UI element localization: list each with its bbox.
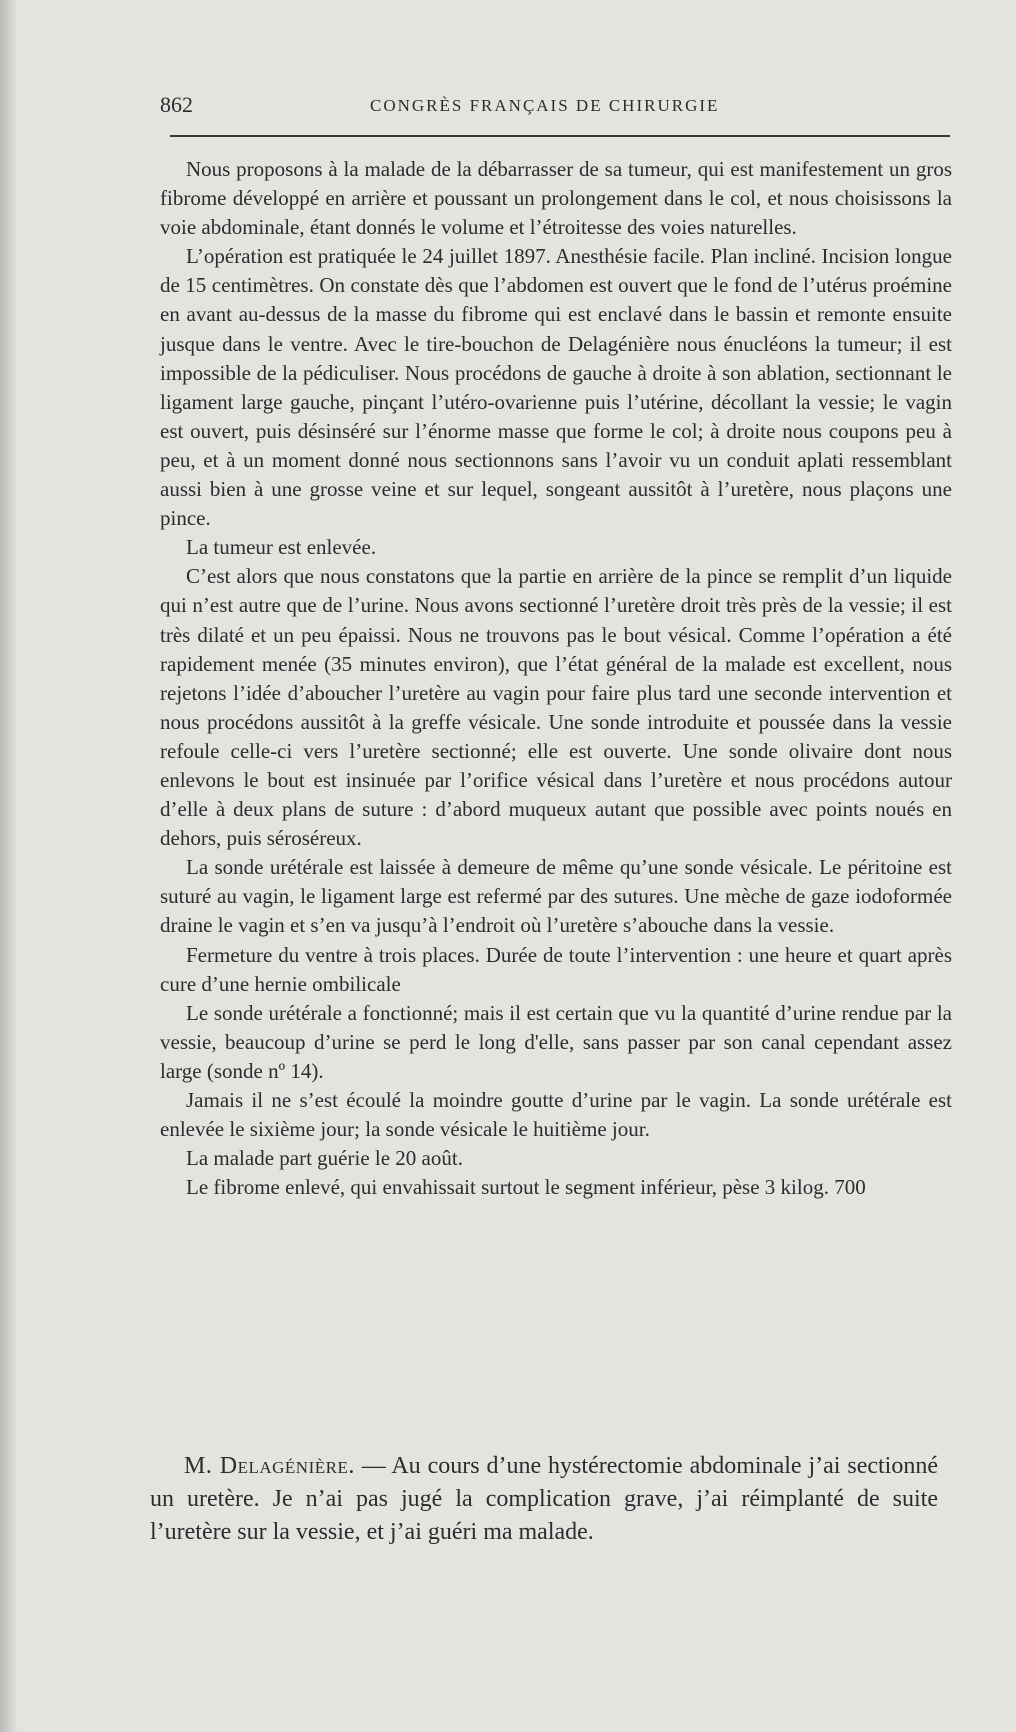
discussion-text: — Au cours d’une hystérectomie abdominale j’ai sectionné un uretère. Je n’ai pas jugé la complication grave, j’ai réimplanté de suite l’uretère sur la vessie, et j’ai guéri ma malade. — [150, 1453, 938, 1545]
paragraph: Jamais il ne s’est écoulé la moindre goutte d’urine par le vagin. La sonde urétérale est enlevée le sixième jour; la sonde vésicale le huitième jour. — [160, 1088, 952, 1142]
header-rule — [170, 135, 950, 137]
paragraph: Fermeture du ventre à trois places. Durée de toute l’intervention : une heure et quart après cure d’une hernie ombilicale — [160, 942, 952, 996]
paragraph: Le fibrome enlevé, qui envahissait surtout le segment inférieur, pèse 3 kilog. 700 — [186, 1175, 866, 1200]
paragraph: La tumeur est enlevée. — [186, 535, 377, 560]
running-header — [160, 92, 950, 124]
speaker-name: M. Delagénière. — [184, 1453, 355, 1479]
discussion-remark — [150, 1450, 938, 1549]
page-gutter-shadow — [0, 0, 18, 1732]
paragraph: La sonde urétérale est laissée à demeure de même qu’une sonde vésicale. Le péritoine est suturé au vagin, le ligament large est refermé par des sutures. Une mèche de gaze iodoformée draine le vagin et s’en va jusqu’à l’endroit où l’uretère s’abouche dans la vessie. — [160, 855, 952, 938]
paragraph: Le sonde urétérale a fonctionné; mais il est certain que vu la quantité d’urine rendue par la vessie, beaucoup d’urine se perd le long d'elle, sans passer par son canal cependant assez large (sonde nº 14). — [160, 1000, 952, 1083]
article-body — [160, 155, 952, 1202]
paragraph: La malade part guérie le 20 août. — [186, 1146, 463, 1171]
paragraph: L’opération est pratiquée le 24 juillet 1897. Anesthésie facile. Plan incliné. Incision longue de 15 centimètres. On constate dès que l’abdomen est ouvert que le fond de l’utérus proémine en avant au-dessus de la masse du fibrome qui est enclavé dans le bassin et remonte ensuite jusque dans le ventre. Avec le tire-bouchon de Delagénière nous énucléons la tumeur; il est impossible de la pédiculiser. Nous procédons de gauche à droite à son ablation, sectionnant le ligament large gauche, pinçant l’utéro-ovarienne puis l’utérine, décollant la vessie; le vagin est ouvert, puis désinséré sur l’énorme masse que forme le col; à droite nous coupons peu à peu, et à un moment donné nous sectionnons sans l’avoir vu un conduit aplati ressemblant aussi bien à une grosse veine et sur lequel, songeant aussitôt à l’uretère, nous plaçons une pince. — [160, 244, 952, 531]
paragraph: Nous proposons à la malade de la débarrasser de sa tumeur, qui est manifestement un gros fibrome développé en arrière et poussant un prolongement dans le col, et nous choisissons la voie abdominale, étant donnés le volume et l’étroitesse des voies naturelles. — [160, 157, 952, 240]
discussion-paragraph — [150, 1450, 938, 1549]
page-number: 862 — [160, 92, 193, 117]
paragraph: C’est alors que nous constatons que la partie en arrière de la pince se remplit d’un liquide qui n’est autre que de l’urine. Nous avons sectionné l’uretère droit très près de la vessie; il est très dilaté et un peu épaissi. Nous ne trouvons pas le bout vésical. Comme l’opération a été rapidement menée (35 minutes environ), que l’état général de la malade est excellent, nous rejetons l’idée d’aboucher l’uretère au vagin pour faire plus tard une seconde intervention et nous procédons aussitôt à la greffe vésicale. Une sonde introduite et poussée dans la vessie refoule celle-ci vers l’uretère sectionné; elle est ouverte. Une sonde olivaire dont nous enlevons le bout est insinuée par l’orifice vésical dans l’uretère et nous procédons autour d’elle à deux plans de suture : d’abord muqueux autant que possible avec points noués en dehors, puis séroséreux. — [160, 564, 952, 851]
running-title: CONGRÈS FRANÇAIS DE CHIRURGIE — [370, 96, 720, 115]
